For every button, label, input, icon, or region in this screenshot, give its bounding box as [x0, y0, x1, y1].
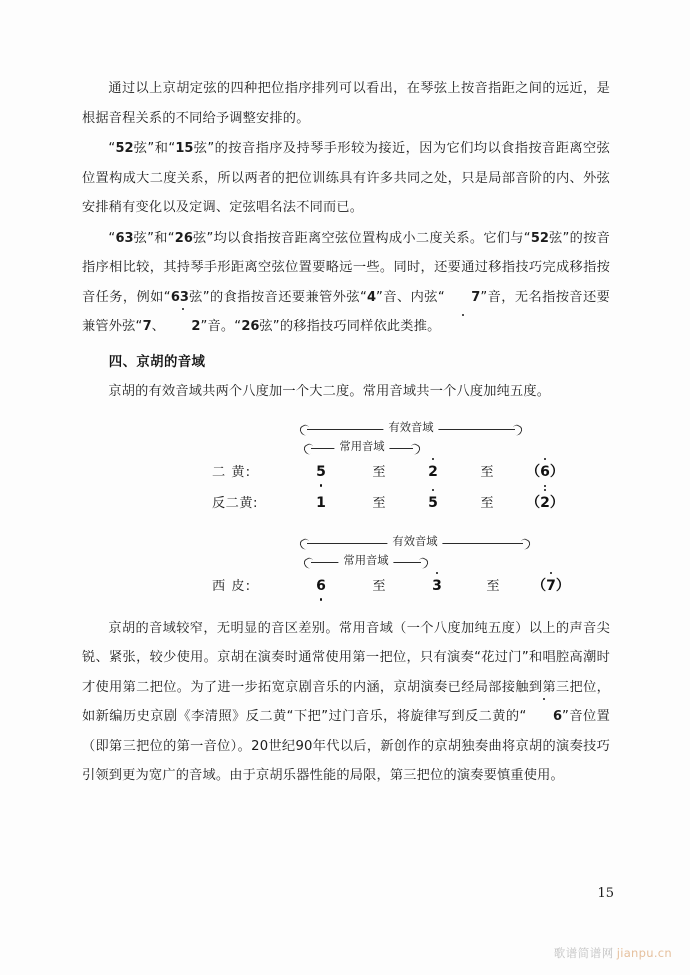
paragraph-5 [82, 614, 610, 791]
p3-text-h: 、 [151, 319, 166, 334]
brace-tick-right [416, 556, 430, 570]
note-cell-xipi-5 [528, 571, 574, 602]
notation-row-fanerhuang [82, 488, 610, 519]
paragraph-4: 京胡的有效音域共两个八度加一个大二度。常用音域共一个八度加纯五度。 [108, 384, 551, 399]
p3-text-i: ”音。“ [200, 319, 242, 334]
note-connector: 至 [480, 495, 494, 511]
notation-row-erhuang [82, 457, 610, 488]
p3-text-b: 弦”和“ [133, 230, 175, 246]
p3-text-e: 弦”的食指按音还要兼管外弦“ [188, 289, 367, 305]
note-glyph: 2 [540, 488, 550, 519]
p2-number-2: 15 [175, 141, 194, 156]
p2-text-c: 弦”的按音指序及持琴手形较为接近，因为它们均以食指按音距离空弦位置构成大二度关系，所以两者的把位训练具有许多共同之处，只是局部音阶的内、外弦安排稍有变化以及定调、定弦唱名法不同而已。 [82, 141, 610, 215]
paragraph-1: 通过以上京胡定弦的四种把位指序排列可以看出，在琴弦上按音指距之间的远近，是根据音程关系的不同给予调整安排的。 [82, 81, 610, 126]
xipi-common-brace-row [82, 552, 610, 571]
note-glyph: 6 [540, 457, 550, 488]
erhuang-group [82, 419, 610, 519]
note-cell-erhuang-1 [310, 457, 332, 488]
p2-text-a: “ [108, 141, 116, 156]
brace-tick-left [298, 423, 312, 437]
note-cell-erhuang-3 [422, 457, 444, 488]
watermark-site-name: 歌谱简谱网 [553, 946, 614, 960]
p3-number-3: 52 [530, 230, 549, 246]
note-cell-xipi-3 [426, 571, 448, 602]
note-cell-fanerhuang-3 [422, 488, 444, 519]
note-connector: 至 [372, 464, 386, 480]
note-cell-fanerhuang-4 [476, 488, 498, 519]
xipi-effective-brace-row [82, 533, 610, 552]
watermark [554, 945, 672, 961]
note-glyph: 2 [428, 457, 438, 488]
note-glyph: 5 [316, 457, 326, 488]
notation-row-xipi [82, 571, 610, 602]
p3-number-7: 7 [142, 319, 152, 334]
brace-tick-right [408, 442, 422, 456]
brace-label-common-range: 常用音域 [338, 552, 393, 569]
note-glyph: 6 [316, 571, 326, 602]
note-cell-xipi-4 [482, 571, 504, 602]
page-number: 15 [597, 886, 614, 901]
erhuang-common-brace-row [82, 438, 610, 457]
section-heading: 四、京胡的音域 [108, 354, 206, 370]
p3-text-a: “ [108, 230, 116, 246]
erhuang-effective-brace-row [82, 419, 610, 438]
p3-number-6: 7 [445, 283, 480, 313]
xipi-group [82, 533, 610, 602]
note-cell-xipi-1 [310, 571, 332, 602]
note-cell-erhuang-2 [368, 457, 390, 488]
paren-close: ） [555, 577, 570, 594]
p3-text-g: ”音，无名指按音还要兼管外弦“ [82, 289, 610, 334]
p3-text-j: 弦”的移指技巧同样依此类推。 [259, 319, 441, 334]
row-label-xipi: 西 皮: [212, 578, 252, 594]
note-glyph: 5 [428, 488, 438, 519]
p3-number-9: 26 [241, 319, 260, 334]
note-connector: 至 [480, 464, 494, 480]
xipi-common-brace [304, 552, 428, 569]
paren-open: （ [526, 463, 541, 480]
p5-number-1: 6 [527, 702, 562, 732]
paragraph-2 [82, 134, 610, 223]
note-connector: 至 [372, 578, 386, 594]
brace-tick-left [298, 537, 312, 551]
erhuang-effective-brace [300, 419, 522, 436]
p3-number-5: 4 [367, 289, 377, 305]
brace-tick-left [302, 556, 316, 570]
note-connector: 至 [486, 578, 500, 594]
watermark-url: jianpu.cn [616, 946, 672, 960]
p5-text-b: ”音位置（即第三把位的第一音位）。20世纪90年代以后，新创作的京胡独奏曲将京胡的演奏技巧引领到更为宽广的音域。由于京胡乐器性能的局限，第三把位的演奏要慎重使用。 [82, 709, 610, 783]
xipi-effective-brace [300, 533, 530, 550]
note-cell-erhuang-5 [522, 457, 568, 488]
brace-label-common-range: 常用音域 [334, 438, 389, 455]
p3-text-c: 弦”均以食指按音距离空弦位置构成小二度关系。它们与“ [192, 230, 531, 246]
p5-text-a: 京胡的音域较窄，无明显的音区差别。常用音域（一个八度加纯五度）以上的声音尖锐、紧张，较少使用。京胡在演奏时通常使用第一把位，只有演奏“花过门”和唱腔高潮时才使用第二把位。为了进一步拓宽京剧音乐的内涵，京胡演奏已经局部接触到第三把位，如新编历史京剧《李清照》反二黄“下把”过门音乐，将旋律写到反二黄的“ [82, 620, 610, 724]
note-connector: 至 [372, 495, 386, 511]
brace-tick-right [510, 423, 524, 437]
note-cell-fanerhuang-2 [368, 488, 390, 519]
p3-text-f: ”音、内弦“ [376, 289, 445, 305]
brace-label-effective-range: 有效音域 [383, 419, 438, 436]
note-cell-fanerhuang-5 [522, 488, 568, 519]
paren-close: ） [549, 463, 564, 480]
p2-text-b: 弦”和“ [133, 141, 176, 156]
paren-open: （ [526, 494, 541, 511]
note-glyph: 3 [432, 571, 442, 602]
row-label-fanerhuang: 反二黄: [212, 495, 259, 511]
p3-number-8: 2 [165, 312, 200, 342]
p2-number-1: 52 [115, 141, 134, 156]
paren-close: ） [549, 494, 564, 511]
notation-block [82, 419, 610, 604]
note-glyph: 1 [316, 494, 326, 511]
note-cell-fanerhuang-1 [310, 488, 332, 519]
p3-number-1: 63 [115, 230, 134, 246]
page-content [82, 74, 610, 792]
row-label-erhuang: 二 黄: [212, 464, 252, 480]
p3-text-d: 弦”的按音指序相比较，其持琴手形距离空弦位置要略远一些。同时，还要通过移指技巧完成移指按音任务，例如“ [82, 230, 610, 305]
note-glyph: 7 [546, 571, 556, 602]
erhuang-common-brace [304, 438, 420, 455]
paren-open: （ [532, 577, 547, 594]
note-cell-erhuang-4 [476, 457, 498, 488]
brace-tick-left [302, 442, 316, 456]
p3-number-2: 26 [174, 230, 193, 246]
p3-number-4: 63 [170, 289, 189, 305]
note-cell-xipi-2 [368, 571, 390, 602]
brace-label-effective-range: 有效音域 [387, 533, 442, 550]
paragraph-3 [82, 224, 610, 342]
brace-tick-right [518, 537, 532, 551]
